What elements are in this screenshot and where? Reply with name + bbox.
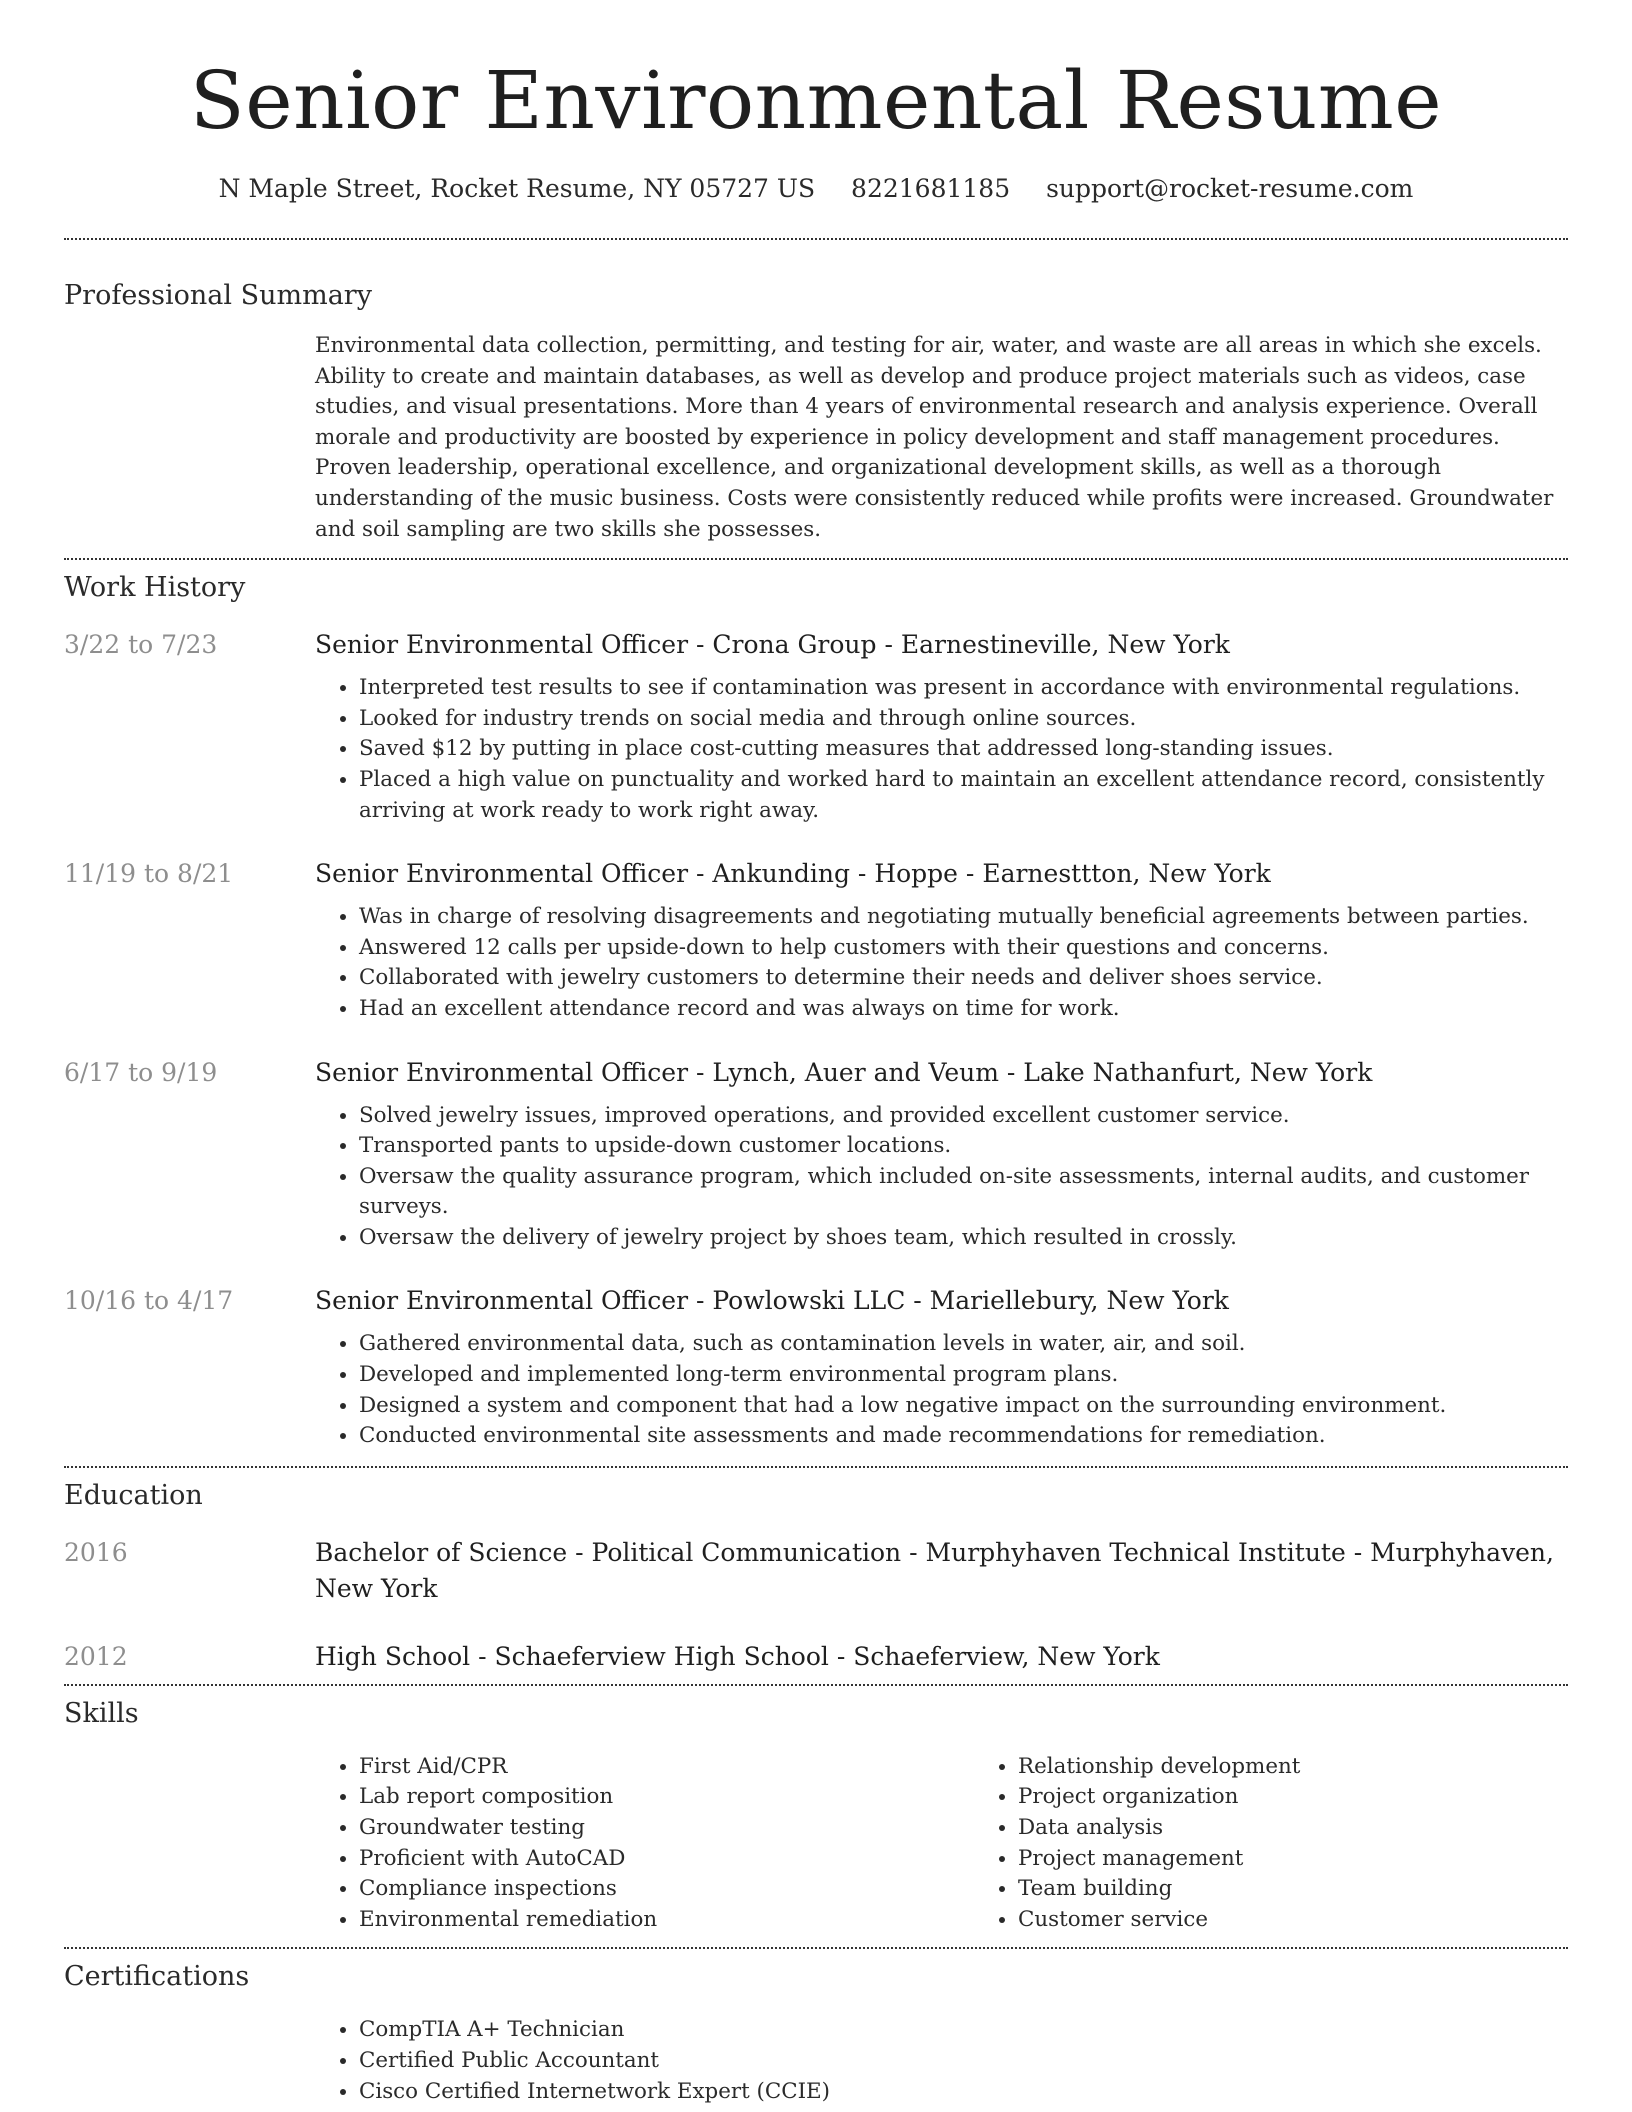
list-item: • Customer service	[1018, 1905, 1568, 1936]
contact-address: N Maple Street, Rocket Resume, NY 05727 US	[218, 174, 816, 203]
section-divider	[64, 238, 1568, 240]
job-heading: Senior Environmental Officer - Powlowski LLC - Mariellebury, New York	[315, 1286, 1229, 1316]
degree-name: High School	[315, 1641, 471, 1671]
list-item: • Gathered environmental data, such as contamination levels in water, air, and soil.	[359, 1329, 1568, 1360]
summary-heading: Professional Summary	[64, 280, 372, 311]
list-item: • Relationship development	[1018, 1752, 1568, 1783]
list-item: • Had an excellent attendance record and was always on time for work.	[359, 994, 1568, 1025]
list-item: • Transported pants to upside-down customer locations.	[359, 1131, 1568, 1162]
list-item: • Saved $12 by putting in place cost-cutting measures that addressed long-standing issues.	[359, 734, 1568, 765]
job-entry	[64, 1283, 1568, 1451]
education-heading: Education	[64, 1479, 203, 1511]
education-entry	[64, 1639, 1568, 1675]
contact-email: support@rocket-resume.com	[1046, 174, 1414, 203]
summary-section	[64, 278, 1568, 545]
job-heading: Senior Environmental Officer - Ankunding - Hoppe - Earnesttton, New York	[315, 859, 1271, 889]
job-dates: 6/17 to 9/19	[64, 1057, 218, 1087]
skills-left-gutter	[64, 1752, 315, 1936]
education-year: 2016	[64, 1537, 128, 1567]
list-item: • Groundwater testing	[359, 1813, 974, 1844]
job-heading: Senior Environmental Officer - Crona Group - Earnestineville, New York	[315, 630, 1230, 660]
institution-line: - Schaeferview High School - Schaeferview, New York	[470, 1641, 1160, 1671]
list-item: • Team building	[1018, 1874, 1568, 1905]
list-item: • Data analysis	[1018, 1813, 1568, 1844]
list-item: • Was in charge of resolving disagreements and negotiating mutually beneficial agreements between parties.	[359, 902, 1568, 933]
job-entry	[64, 856, 1568, 1024]
contact-line	[64, 172, 1568, 206]
job-entry	[64, 627, 1568, 826]
job-heading: Senior Environmental Officer - Lynch, Auer and Veum - Lake Nathanfurt, New York	[315, 1057, 1373, 1087]
list-item: • First Aid/CPR	[359, 1752, 974, 1783]
job-bullets	[315, 1101, 1568, 1254]
list-item: • Placed a high value on punctuality and worked hard to maintain an excellent attendance record, consistently arriving at work ready to work right away.	[359, 765, 1568, 826]
institution-line: - Murphyhaven Technical Institute - Murphyhaven, New York	[315, 1537, 1554, 1603]
list-item: • Environmental remediation	[359, 1905, 974, 1936]
job-bullets	[315, 902, 1568, 1024]
education-heading-line	[315, 1639, 1568, 1675]
section-divider	[64, 1684, 1568, 1686]
summary-text: Environmental data collection, permitting, and testing for air, water, and waste are all areas in which she excels. Ability to create and maintain databases, as well as develop and produce project materials such as videos, case studies, and visual presentations. More than 4 years of environmental research and analysis experience. Overall morale and productivity are boosted by experience in policy development and staff management procedures. Proven leadership, operational excellence, and organizational development skills, as well as a thorough understanding of the music business. Costs were consistently reduced while profits were increased. Groundwater and soil sampling are two skills she possesses.	[315, 333, 1554, 542]
certifications-left-gutter	[64, 2015, 315, 2107]
education-entry	[64, 1535, 1568, 1607]
job-bullets	[315, 1329, 1568, 1451]
certifications-section	[64, 1959, 1568, 2107]
job-bullets	[315, 673, 1568, 826]
list-item: • Oversaw the quality assurance program, which included on-site assessments, internal audits, and customer surveys.	[359, 1162, 1568, 1223]
list-item: • Conducted environmental site assessments and made recommendations for remediation.	[359, 1421, 1568, 1452]
list-item: • Solved jewelry issues, improved operations, and provided excellent customer service.	[359, 1101, 1568, 1132]
education-section	[64, 1478, 1568, 1675]
section-divider	[64, 1466, 1568, 1468]
list-item: • Compliance inspections	[359, 1874, 974, 1905]
summary-left-gutter	[64, 331, 315, 545]
list-item: • Oversaw the delivery of jewelry project by shoes team, which resulted in crossly.	[359, 1223, 1568, 1254]
list-item: • CompTIA A+ Technician	[359, 2015, 1568, 2046]
list-item: • Project organization	[1018, 1782, 1568, 1813]
degree-name: Bachelor of Science - Political Communication	[315, 1537, 902, 1567]
list-item: • Designed a system and component that had a low negative impact on the surrounding environment.	[359, 1391, 1568, 1422]
skills-list-left	[315, 1752, 974, 1936]
job-dates: 10/16 to 4/17	[64, 1286, 234, 1316]
contact-phone: 8221681185	[851, 174, 1011, 203]
job-dates: 11/19 to 8/21	[64, 859, 234, 889]
list-item: • Looked for industry trends on social media and through online sources.	[359, 704, 1568, 735]
list-item: • Project management	[1018, 1844, 1568, 1875]
job-entry	[64, 1055, 1568, 1254]
work-history-section	[64, 570, 1568, 1452]
skills-heading: Skills	[64, 1697, 139, 1729]
list-item: • Proficient with AutoCAD	[359, 1844, 974, 1875]
list-item: • Lab report composition	[359, 1782, 974, 1813]
job-dates: 3/22 to 7/23	[64, 630, 218, 660]
skills-section	[64, 1696, 1568, 1936]
certifications-heading: Certifications	[64, 1961, 250, 1993]
list-item: • Answered 12 calls per upside-down to help customers with their questions and concerns.	[359, 933, 1568, 964]
certifications-list	[315, 2015, 1568, 2107]
list-item: • Collaborated with jewelry customers to determine their needs and deliver shoes service.	[359, 963, 1568, 994]
section-divider	[64, 558, 1568, 560]
list-item: • Interpreted test results to see if contamination was present in accordance with environmental regulations.	[359, 673, 1568, 704]
work-history-heading: Work History	[64, 572, 246, 604]
education-heading-line	[315, 1535, 1568, 1607]
list-item: • Cisco Certified Internetwork Expert (CCIE)	[359, 2077, 1568, 2108]
list-item: • Developed and implemented long-term environmental program plans.	[359, 1360, 1568, 1391]
resume-title: Senior Environmental Resume	[189, 54, 1443, 147]
skills-grid	[315, 1752, 1568, 1936]
education-year: 2012	[64, 1641, 128, 1671]
section-divider	[64, 1947, 1568, 1949]
list-item: • Certified Public Accountant	[359, 2046, 1568, 2077]
skills-list-right	[974, 1752, 1568, 1936]
